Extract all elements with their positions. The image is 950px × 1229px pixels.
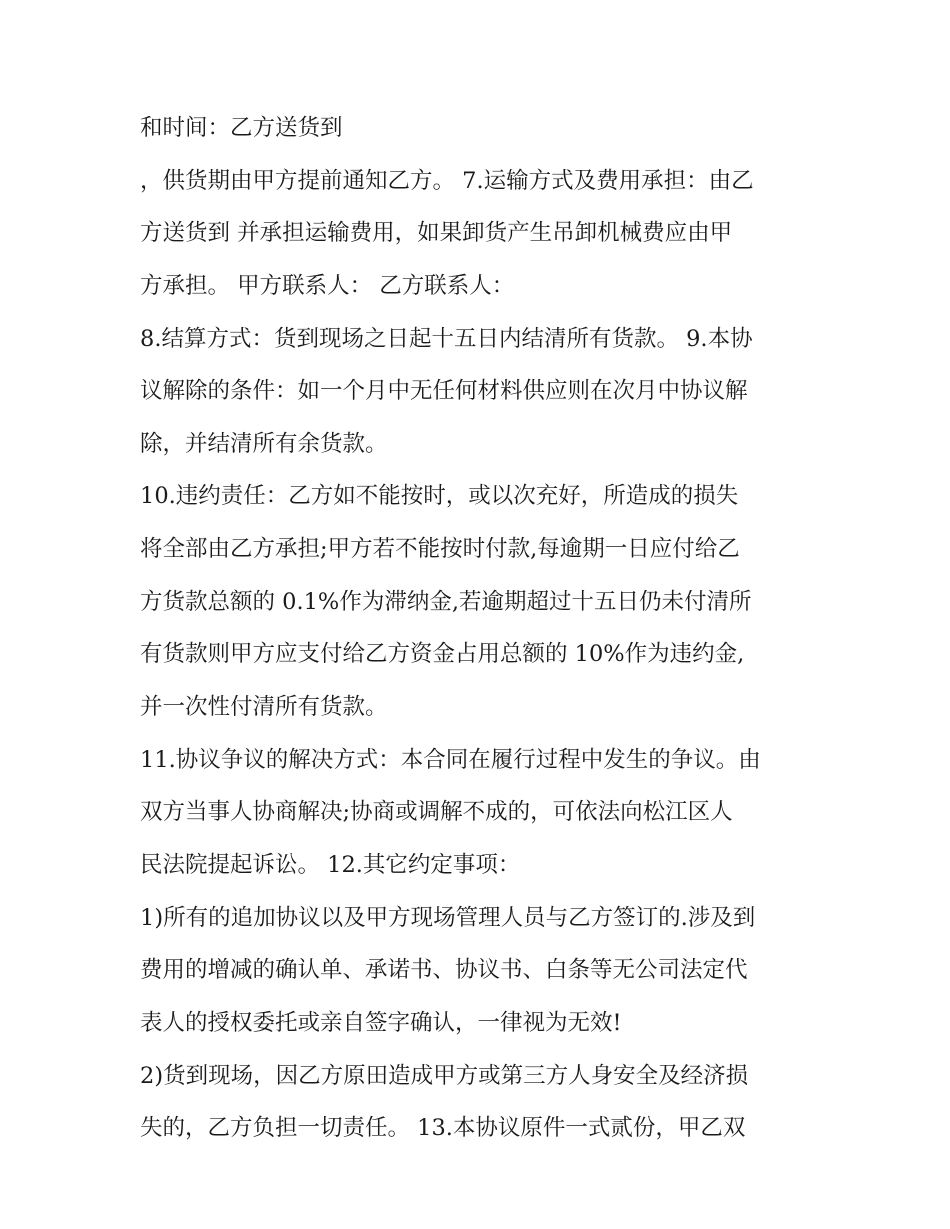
text-line: 8.结算方式：货到现场之日起十五日内结清所有货款。 9.本协 [140, 325, 753, 352]
text-line: 民法院提起诉讼。 12.其它约定事项： [140, 851, 521, 878]
text-line: 和时间：乙方送货到 [140, 115, 343, 141]
text-line: 方承担。 甲方联系人： 乙方联系人： [140, 272, 515, 299]
text-line: 有货款则甲方应支付给乙方资金占用总额的 10%作为违约金, [140, 641, 745, 668]
text-line: 方货款总额的 0.1%作为滞纳金,若逾期超过十五日仍未付清所 [140, 588, 752, 615]
text-line: 1)所有的追加协议以及甲方现场管理人员与乙方签订的.涉及到 [140, 904, 756, 931]
text-line: 失的，乙方负担一切责任。 13.本协议原件一式贰份，甲乙双 [140, 1115, 746, 1142]
text-line: 费用的增减的确认单、承诺书、协议书、白条等无公司法定代 [140, 957, 748, 984]
text-line: ，供货期由甲方提前通知乙方。 7.运输方式及费用承担：由乙 [140, 167, 754, 194]
text-line: 议解除的条件：如一个月中无任何材料供应则在次月中协议解 [140, 378, 748, 405]
text-line: 并一次性付清所有货款。 [140, 694, 388, 721]
text-line: 11.协议争议的解决方式：本合同在履行过程中发生的争议。由 [140, 746, 761, 773]
contract-text-block [140, 109, 820, 1162]
text-line: 2)货到现场，因乙方原田造成甲方或第三方人身安全及经济损 [140, 1062, 749, 1089]
text-line: 将全部由乙方承担;甲方若不能按时付款,每逾期一日应付给乙 [140, 536, 740, 563]
text-line: 除，并结清所有余货款。 [140, 430, 388, 457]
text-line: 10.违约责任：乙方如不能按时，或以次充好，所造成的损失 [140, 483, 739, 510]
text-line: 双方当事人协商解决;协商或调解不成的，可依法向松江区人 [140, 799, 733, 826]
text-line: 表人的授权委托或亲自签字确认，一律视为无效! [140, 1009, 622, 1036]
text-line: 方送货到 并承担运输费用，如果卸货产生吊卸机械费应由甲 [140, 220, 733, 247]
